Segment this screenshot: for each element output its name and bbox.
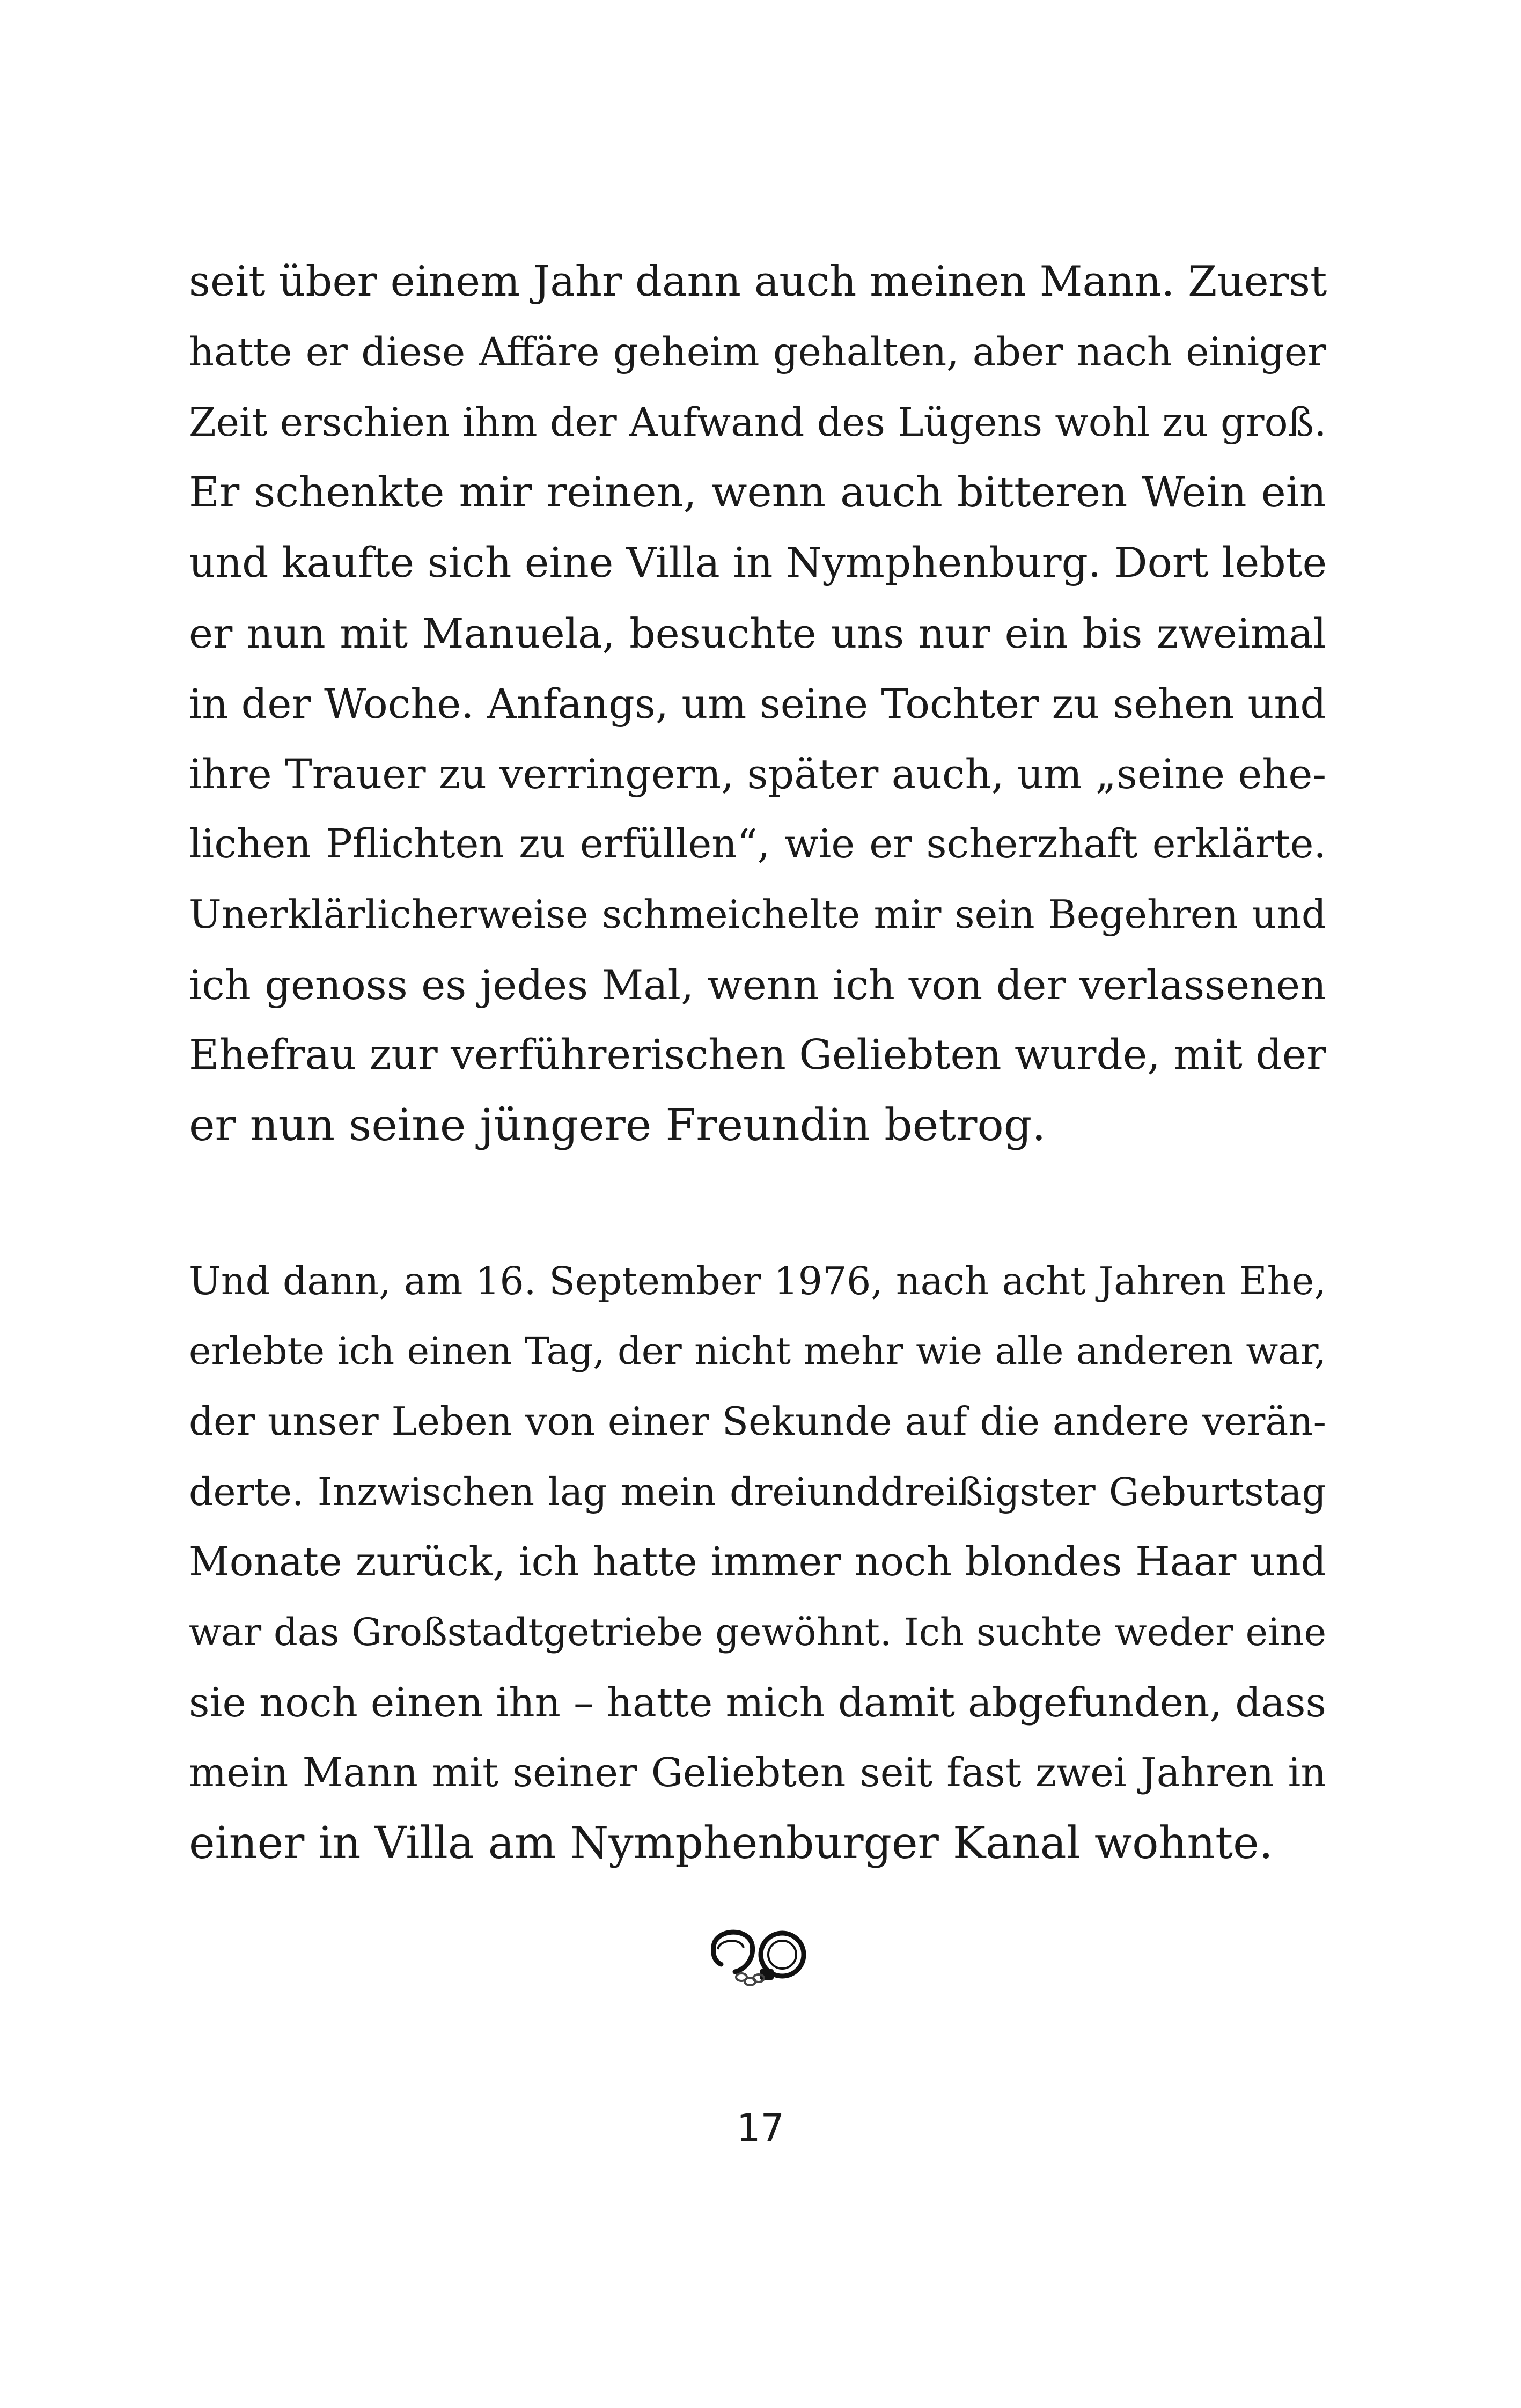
text-line: Er schenkte mir reinen, wenn auch bitteren Wein ein bbox=[189, 468, 1326, 517]
text-line: der unser Leben von einer Sekunde auf die andere verän- bbox=[189, 1399, 1326, 1444]
text-line: einer in Villa am Nymphenburger Kanal wohnte. bbox=[189, 1818, 1273, 1869]
text-line: Unerklärlicherweise schmeichelte mir sein Begehren und bbox=[189, 892, 1326, 937]
text-line: ihre Trauer zu verringern, später auch, um „seine ehe- bbox=[189, 750, 1326, 798]
text-line: lichen Pflichten zu erfüllen“, wie er scherzhaft erklärte. bbox=[189, 821, 1326, 867]
text-line: Ehefrau zur verführerischen Geliebten wurde, mit der bbox=[189, 1031, 1326, 1079]
text-line: war das Großstadtgetriebe gewöhnt. Ich suchte weder eine bbox=[189, 1610, 1326, 1654]
text-line: Monate zurück, ich hatte immer noch blondes Haar und bbox=[189, 1539, 1326, 1585]
text-line: und kaufte sich eine Villa in Nymphenburg. Dort lebte bbox=[189, 539, 1327, 587]
text-line: er nun mit Manuela, besuchte uns nur ein bis zweimal bbox=[189, 610, 1326, 657]
text-line: Und dann, am 16. September 1976, nach acht Jahren Ehe, bbox=[189, 1259, 1326, 1303]
text-line: derte. Inzwischen lag mein dreiunddreißigster Geburtstag bbox=[189, 1470, 1326, 1514]
text-line: erlebte ich einen Tag, der nicht mehr wie alle anderen war, bbox=[189, 1329, 1326, 1373]
handcuffs-icon bbox=[703, 1918, 810, 1999]
text-line: er nun seine jüngere Freundin betrog. bbox=[189, 1100, 1046, 1151]
text-line: hatte er diese Affäre geheim gehalten, aber nach einiger bbox=[189, 329, 1326, 375]
page-number: 17 bbox=[736, 2106, 785, 2150]
text-line: sie noch einen ihn – hatte mich damit abgefunden, dass bbox=[189, 1679, 1326, 1726]
paragraph-2 bbox=[189, 1246, 1326, 1878]
text-line: mein Mann mit seiner Geliebten seit fast zwei Jahren in bbox=[189, 1750, 1326, 1796]
paragraph-1 bbox=[189, 247, 1326, 1161]
text-line: seit über einem Jahr dann auch meinen Mann. Zuerst bbox=[189, 258, 1327, 306]
text-line: ich genoss es jedes Mal, wenn ich von der verlassenen bbox=[189, 961, 1326, 1009]
text-line: in der Woche. Anfangs, um seine Tochter zu sehen und bbox=[189, 680, 1326, 728]
text-line: Zeit erschien ihm der Aufwand des Lügens wohl zu groß. bbox=[189, 400, 1327, 445]
